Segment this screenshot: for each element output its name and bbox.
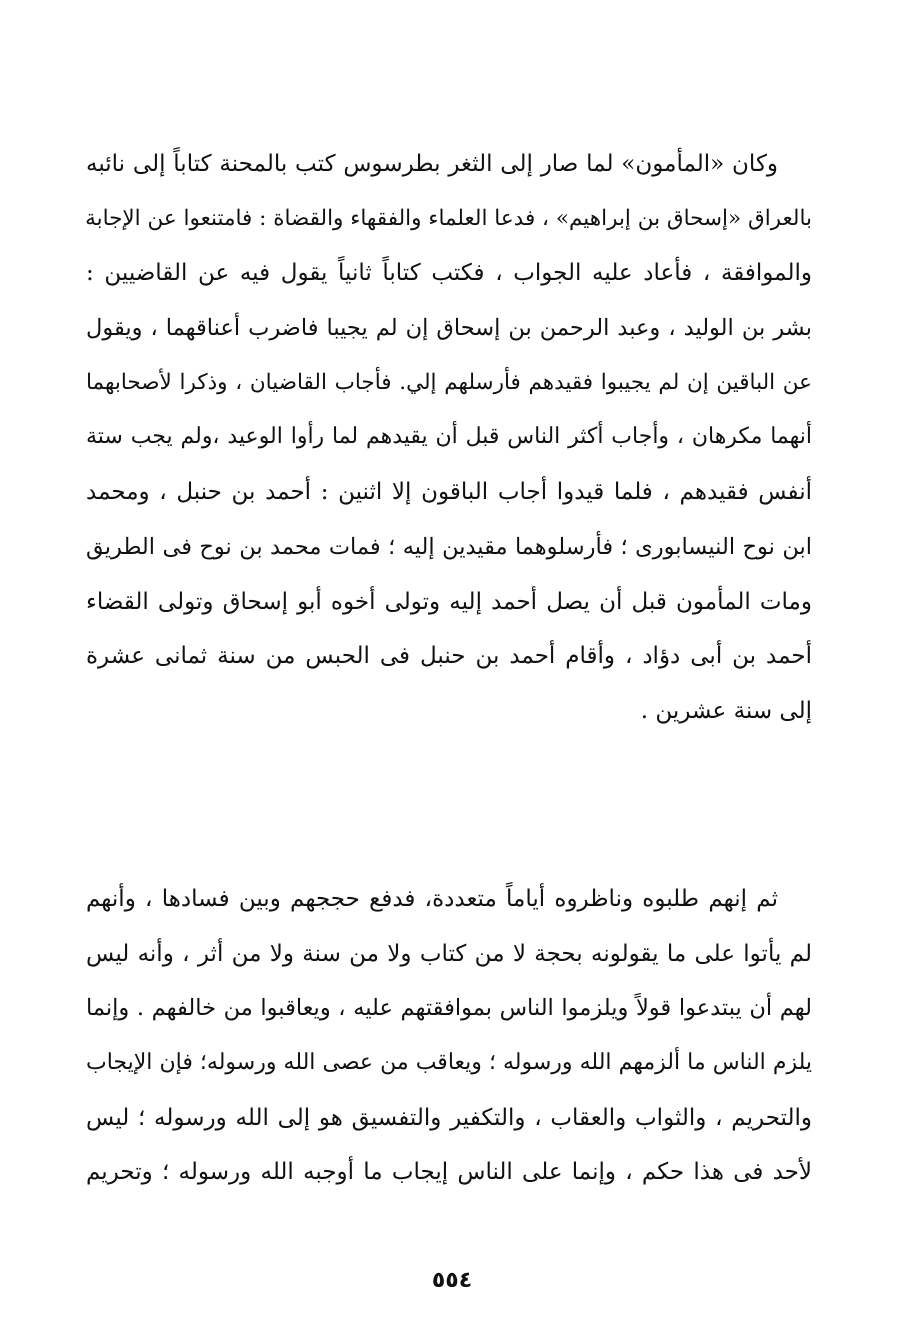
text-line: ابن نوح النيسابورى ؛ فأرسلوهما مقيدين إليه ؛ فمات محمد بن نوح فى الطريق: [86, 533, 812, 560]
text-line: يلزم الناس ما ألزمهم الله ورسوله ؛ ويعاقب من عصى الله ورسوله؛ فإن الإيجاب: [86, 1050, 812, 1076]
text-line: أنهما مكرهان ، وأجاب أكثر الناس قبل أن يقيدهم لما رأوا الوعيد ،ولم يجب ستة: [86, 424, 812, 450]
text-line: بشر بن الوليد ، وعبد الرحمن بن إسحاق إن لم يجيبا فاضرب أعناقهما ، ويقول: [86, 315, 812, 342]
text-line: ومات المأمون قبل أن يصل أحمد إليه وتولى أخوه أبو إسحاق وتولى القضاء: [86, 588, 812, 615]
text-line: لهم أن يبتدعوا قولاً ويلزموا الناس بموافقتهم عليه ، ويعاقبوا من خالفهم . وإنما: [86, 995, 812, 1022]
text-line: أنفس فقيدهم ، فلما قيدوا أجاب الباقون إلا اثنين : أحمد بن حنبل ، ومحمد: [86, 479, 812, 506]
text-line: بالعراق «إسحاق بن إبراهيم» ، فدعا العلماء والفقهاء والقضاة : فامتنعوا عن الإجابة: [85, 205, 812, 231]
paragraph-2: [86, 872, 812, 1200]
text-line: إلى سنة عشرين .: [640, 697, 812, 724]
page-number: ٥٥٤: [431, 1268, 473, 1293]
text-line: أحمد بن أبى دؤاد ، وأقام أحمد بن حنبل فى الحبس من سنة ثمانى عشرة: [86, 643, 812, 670]
text-line: والتحريم ، والثواب والعقاب ، والتكفير والتفسيق هو إلى الله ورسوله ؛ ليس: [86, 1104, 812, 1131]
text-line: لم يأتوا على ما يقولونه بحجة لا من كتاب ولا من سنة ولا من أثر ، وأنه ليس: [86, 940, 812, 967]
text-line: لأحد فى هذا حكم ، وإنما على الناس إيجاب ما أوجبه الله ورسوله ؛ وتحريم: [86, 1159, 812, 1186]
text-line: وكان «المأمون» لما صار إلى الثغر بطرسوس كتب بالمحنة كتاباً إلى نائبه: [86, 151, 778, 177]
text-line: ثم إنهم طلبوه وناظروه أياماً متعددة، فدفع حججهم وبين فسادها ، وأنهم: [86, 886, 778, 912]
text-line: عن الباقين إن لم يجيبوا فقيدهم فأرسلهم إلي. فأجاب القاضيان ، وذكرا لأصحابهما: [86, 369, 812, 395]
text-line: والموافقة ، فأعاد عليه الجواب ، فكتب كتاباً ثانياً يقول فيه عن القاضيين :: [86, 260, 812, 287]
paragraph-1: [86, 137, 812, 739]
